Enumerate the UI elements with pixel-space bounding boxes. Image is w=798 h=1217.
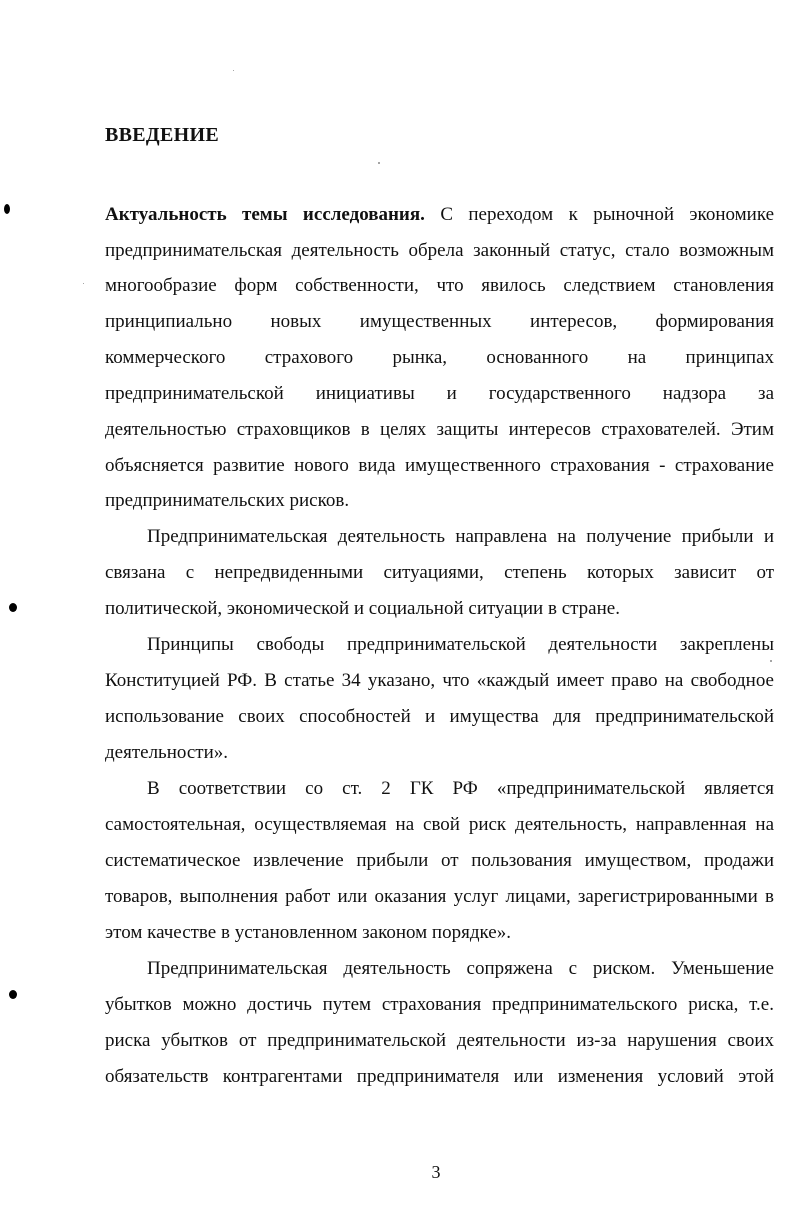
text-line: объясняется развитие нового вида имущественного страхования - страхование bbox=[105, 455, 774, 476]
text-line: этом качестве в установленном законом порядке». bbox=[105, 922, 511, 943]
text-line: самостоятельная, осуществляемая на свой риск деятельность, направленная на bbox=[105, 814, 774, 835]
text-line: принципиально новых имущественных интересов, формирования bbox=[105, 311, 774, 332]
text-line: Конституцией РФ. В статье 34 указано, что «каждый имеет право на свободное bbox=[105, 670, 774, 691]
text-line: систематическое извлечение прибыли от пользования имуществом, продажи bbox=[105, 850, 774, 871]
text-line: использование своих способностей и имущества для предпринимательской bbox=[105, 706, 774, 727]
text-line: товаров, выполнения работ или оказания услуг лицами, зарегистрированными в bbox=[105, 886, 774, 907]
lead-bold-text: Актуальность темы исследования. bbox=[105, 204, 425, 225]
scan-speck bbox=[83, 283, 84, 284]
text-line: Актуальность темы исследования. С переходом к рыночной экономике bbox=[105, 204, 775, 225]
text-line: предпринимательской инициативы и государственного надзора за bbox=[105, 383, 774, 404]
binding-mark bbox=[4, 204, 10, 214]
text-line: многообразие форм собственности, что явилось следствием становления bbox=[105, 275, 774, 296]
scan-speck bbox=[233, 70, 234, 71]
section-heading: ВВЕДЕНИЕ bbox=[105, 124, 219, 146]
text-line: политической, экономической и социальной ситуации в стране. bbox=[105, 598, 620, 619]
text-line: деятельности». bbox=[105, 742, 229, 763]
binding-mark bbox=[9, 603, 17, 612]
text-line: риска убытков от предпринимательской деятельности из-за нарушения своих bbox=[105, 1030, 774, 1051]
text-line: предпринимательская деятельность обрела законный статус, стало возможным bbox=[105, 240, 774, 261]
scan-speck bbox=[378, 162, 380, 164]
text-line: обязательств контрагентами предпринимателя или изменения условий этой bbox=[105, 1066, 774, 1087]
page-number: 3 bbox=[431, 1162, 441, 1182]
binding-mark bbox=[9, 990, 17, 999]
scan-speck bbox=[770, 660, 772, 662]
text-line: связана с непредвиденными ситуациями, степень которых зависит от bbox=[105, 562, 774, 583]
text-line: предпринимательских рисков. bbox=[105, 490, 350, 511]
text-line: Принципы свободы предпринимательской деятельности закреплены bbox=[147, 634, 774, 655]
text-line: Предпринимательская деятельность направлена на получение прибыли и bbox=[147, 526, 774, 547]
text-line: В соответствии со ст. 2 ГК РФ «предпринимательской является bbox=[147, 778, 774, 799]
text-line: Предпринимательская деятельность сопряжена с риском. Уменьшение bbox=[147, 958, 774, 979]
text-line: деятельностью страховщиков в целях защиты интересов страхователей. Этим bbox=[105, 419, 774, 440]
text-line: коммерческого страхового рынка, основанного на принципах bbox=[105, 347, 774, 368]
text-line: убытков можно достичь путем страхования предпринимательского риска, т.е. bbox=[105, 994, 774, 1015]
